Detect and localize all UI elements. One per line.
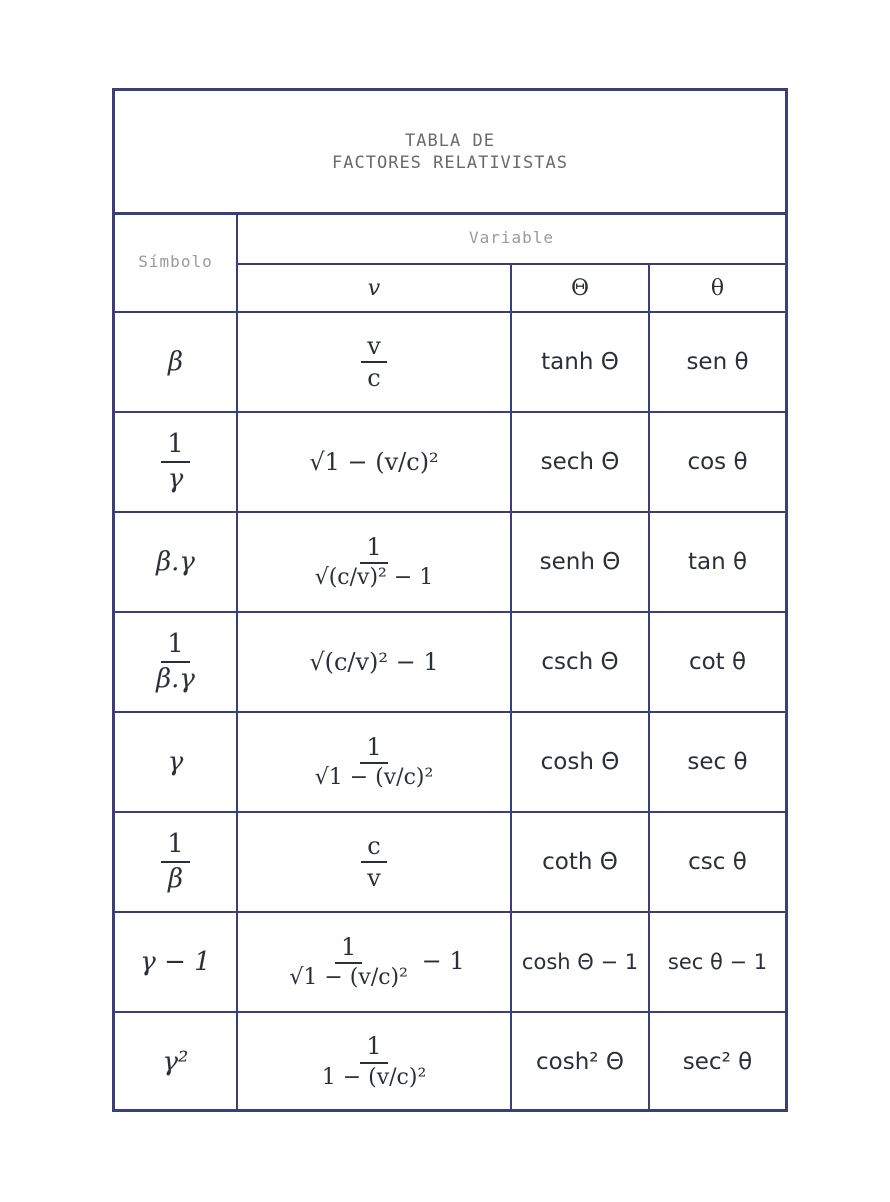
Theta-cell: tanh Θ <box>511 312 649 412</box>
v-cell <box>237 912 511 1012</box>
v-expression: √(c/v)² − 1 <box>309 648 439 676</box>
v-expression: √1 − (v/c)² <box>309 448 439 476</box>
symbol-text: γ − 1 <box>140 947 211 977</box>
theta-cell: sec² θ <box>649 1012 785 1110</box>
symbol-denominator: γ <box>167 464 184 494</box>
table-row <box>115 1012 785 1110</box>
v-numerator: 1 <box>360 534 387 564</box>
Theta-cell: senh Θ <box>511 512 649 612</box>
theta-cell: sen θ <box>649 312 785 412</box>
symbol-cell <box>115 1012 237 1110</box>
v-fraction <box>361 333 387 392</box>
header-col-v: v <box>237 264 511 312</box>
v-denominator: √1 − (v/c)² <box>289 965 408 991</box>
symbol-cell <box>115 612 237 712</box>
table-frame <box>112 88 788 1112</box>
symbol-cell <box>115 312 237 412</box>
v-numerator: 1 <box>335 934 362 964</box>
v-fraction <box>283 934 414 991</box>
symbol-fraction <box>161 430 190 493</box>
Theta-cell: coth Θ <box>511 812 649 912</box>
v-denominator: v <box>367 864 381 892</box>
table-title <box>115 91 785 215</box>
symbol-numerator: 1 <box>161 830 190 863</box>
theta-cell: tan θ <box>649 512 785 612</box>
v-cell <box>237 312 511 412</box>
Theta-cell: cosh Θ − 1 <box>511 912 649 1012</box>
symbol-cell <box>115 712 237 812</box>
table-row <box>115 312 785 412</box>
v-cell <box>237 1012 511 1110</box>
v-denominator: 1 − (v/c)² <box>321 1064 427 1090</box>
v-numerator: v <box>361 333 387 363</box>
symbol-cell <box>115 412 237 512</box>
table-row <box>115 412 785 512</box>
title-line-2: FACTORES RELATIVISTAS <box>332 152 568 173</box>
table-row <box>115 812 785 912</box>
Theta-cell: cosh Θ <box>511 712 649 812</box>
symbol-fraction <box>150 630 201 693</box>
header-symbol: Símbolo <box>115 212 237 312</box>
symbol-cell <box>115 812 237 912</box>
table-row <box>115 712 785 812</box>
v-cell <box>237 412 511 512</box>
symbol-denominator: β <box>167 864 183 894</box>
title-line-1: TABLA DE <box>405 130 495 151</box>
theta-cell: csc θ <box>649 812 785 912</box>
theta-cell: sec θ − 1 <box>649 912 785 1012</box>
v-denominator: √(c/v)² − 1 <box>314 565 434 591</box>
table-row <box>115 912 785 1012</box>
factors-table <box>115 212 785 1110</box>
table-row <box>115 612 785 712</box>
v-fraction <box>361 833 387 892</box>
v-fraction <box>309 534 440 591</box>
theta-cell: sec θ <box>649 712 785 812</box>
symbol-cell <box>115 512 237 612</box>
v-denominator: c <box>367 364 381 392</box>
symbol-text: γ² <box>162 1046 189 1077</box>
header-variable: Variable <box>237 212 785 264</box>
v-fraction <box>316 1033 433 1090</box>
theta-cell: cot θ <box>649 612 785 712</box>
Theta-cell: csch Θ <box>511 612 649 712</box>
header-col-Theta: Θ <box>511 264 649 312</box>
symbol-text: β <box>167 347 184 377</box>
v-numerator: 1 <box>360 1033 387 1063</box>
symbol-denominator: β.γ <box>156 664 195 694</box>
symbol-numerator: 1 <box>161 430 190 463</box>
symbol-fraction <box>161 830 190 893</box>
v-cell <box>237 512 511 612</box>
v-cell <box>237 712 511 812</box>
Theta-cell: sech Θ <box>511 412 649 512</box>
v-numerator: 1 <box>360 734 387 764</box>
symbol-cell <box>115 912 237 1012</box>
v-denominator: √1 − (v/c)² <box>314 765 434 791</box>
symbol-numerator: 1 <box>161 630 190 663</box>
v-fraction <box>309 734 440 791</box>
theta-cell: cos θ <box>649 412 785 512</box>
v-cell <box>237 612 511 712</box>
table-row <box>115 512 785 612</box>
v-numerator: c <box>361 833 386 863</box>
Theta-cell: cosh² Θ <box>511 1012 649 1110</box>
symbol-text: γ <box>167 747 184 777</box>
v-expression-suffix: − 1 <box>413 946 465 975</box>
header-col-theta: θ <box>649 264 785 312</box>
v-cell <box>237 812 511 912</box>
symbol-text: β.γ <box>156 547 195 577</box>
